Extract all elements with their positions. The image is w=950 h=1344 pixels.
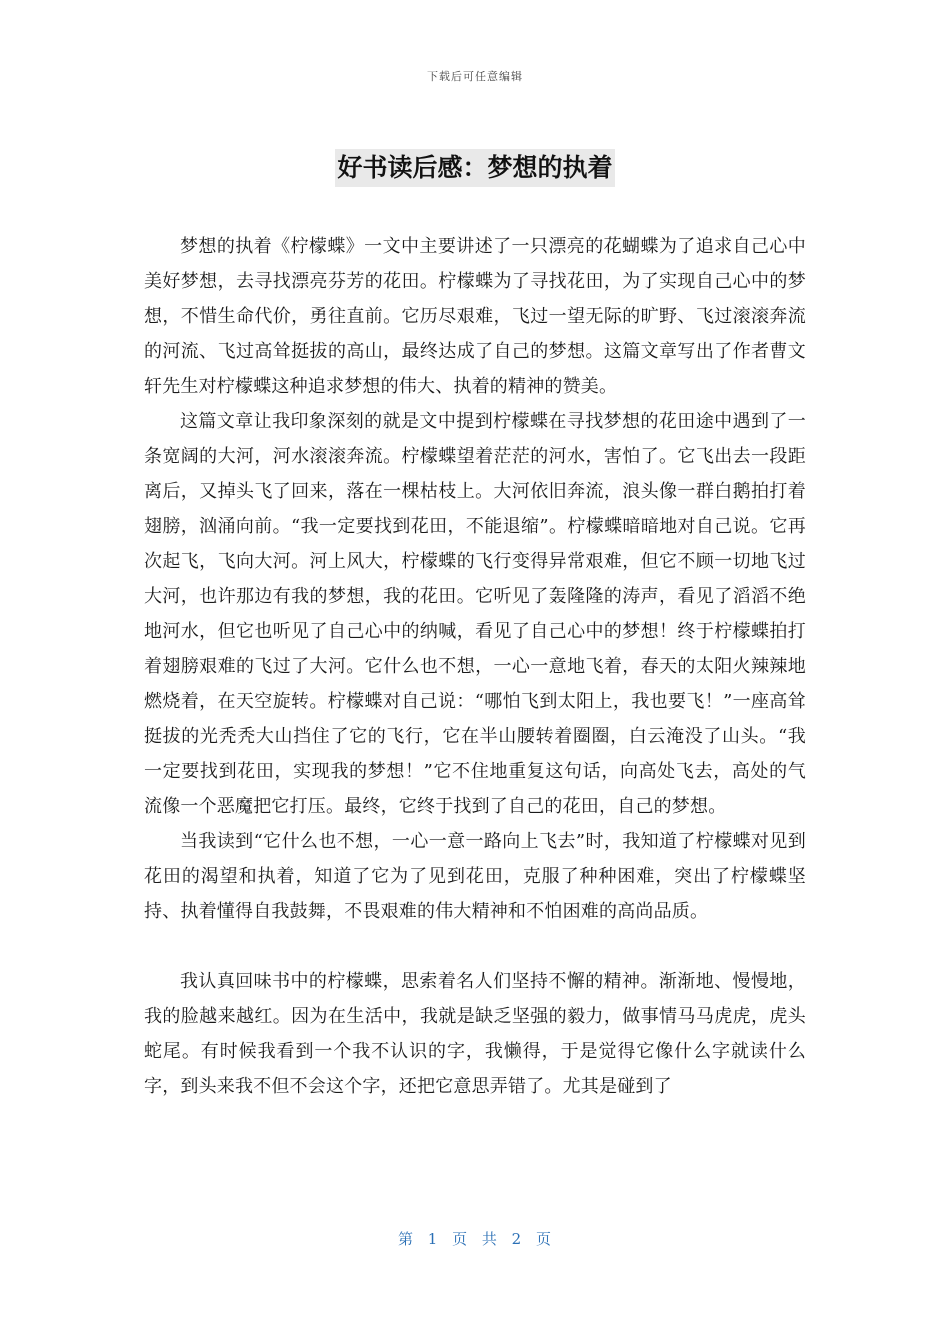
document-title-text: 好书读后感：梦想的执着	[335, 149, 614, 187]
header-note: 下载后可任意编辑	[427, 70, 523, 83]
document-body	[144, 229, 806, 1104]
paragraph-3: 当我读到“它什么也不想，一心一意一路向上飞去”时，我知道了柠檬蝶对见到花田的渴望和执着，知道了它为了见到花田，克服了种种困难，突出了柠檬蝶坚持、执着懂得自我鼓舞，不畏艰难的伟大精神和不怕困难的高尚品质。	[144, 831, 806, 922]
paragraph-4: 我认真回味书中的柠檬蝶，思索着名人们坚持不懈的精神。渐渐地、慢慢地，我的脸越来越红。因为在生活中，我就是缺乏坚强的毅力，做事情马马虎虎，虎头蛇尾。有时候我看到一个我不认识的字，我懒得，于是觉得它像什么字就读什么字，到头来我不但不会这个字，还把它意思弄错了。尤其是碰到了	[144, 971, 806, 1097]
paragraph-2: 这篇文章让我印象深刻的就是文中提到柠檬蝶在寻找梦想的花田途中遇到了一条宽阔的大河，河水滚滚奔流。柠檬蝶望着茫茫的河水，害怕了。它飞出去一段距离后，又掉头飞了回来，落在一棵枯枝上。大河依旧奔流，浪头像一群白鹅拍打着翅膀，汹涌向前。“我一定要找到花田，不能退缩”。柠檬蝶暗暗地对自己说。它再次起飞，飞向大河。河上风大，柠檬蝶的飞行变得异常艰难，但它不顾一切地飞过大河，也许那边有我的梦想，我的花田。它听见了轰隆隆的涛声，看见了滔滔不绝地河水，但它也听见了自己心中的纳喊，看见了自己心中的梦想！终于柠檬蝶拍打着翅膀艰难的飞过了大河。它什么也不想，一心一意地飞着，春天的太阳火辣辣地燃烧着，在天空旋转。柠檬蝶对自己说：“哪怕飞到太阳上，我也要飞！”一座高耸挺拔的光秃秃大山挡住了它的飞行，它在半山腰转着圈圈，白云淹没了山头。“我一定要找到花田，实现我的梦想！”它不住地重复这句话，向高处飞去，高处的气流像一个恶魔把它打压。最终，它终于找到了自己的花田，自己的梦想。	[144, 411, 806, 817]
paragraph-1: 梦想的执着《柠檬蝶》一文中主要讲述了一只漂亮的花蝴蝶为了追求自己心中美好梦想，去寻找漂亮芬芳的花田。柠檬蝶为了寻找花田，为了实现自己心中的梦想，不惜生命代价，勇往直前。它历尽艰难，飞过一望无际的旷野、飞过滚滚奔流的河流、飞过高耸挺拔的高山，最终达成了自己的梦想。这篇文章写出了作者曹文轩先生对柠檬蝶这种追求梦想的伟大、执着的精神的赞美。	[144, 236, 806, 397]
page-number-footer: 第 1 页 共 2 页	[398, 1230, 552, 1248]
document-title	[0, 146, 950, 187]
paragraph-spacer	[144, 929, 806, 964]
